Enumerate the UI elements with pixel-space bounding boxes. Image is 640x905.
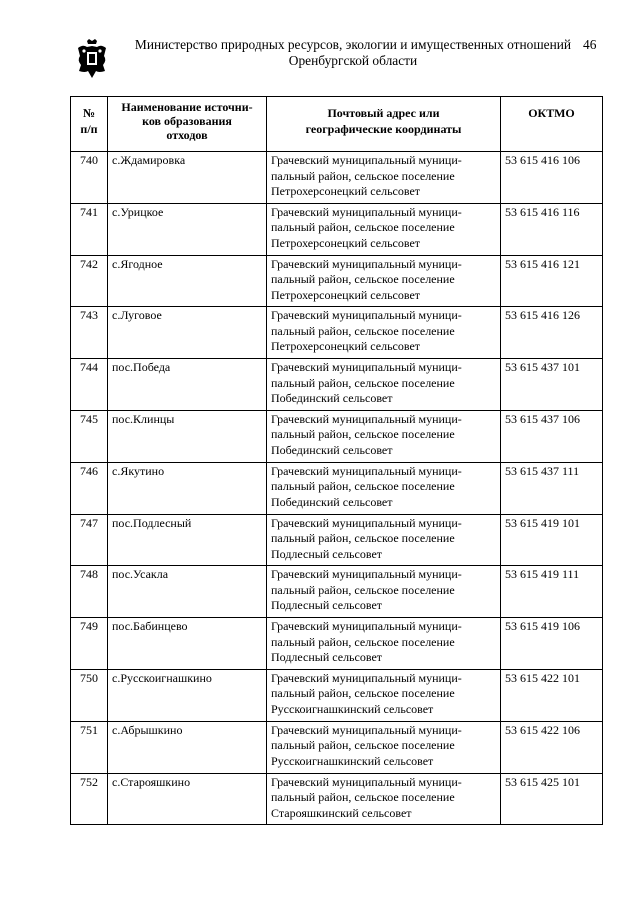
table-row — [71, 410, 603, 462]
cell-source-name: пос.Усакла — [108, 566, 267, 618]
cell-number: 751 — [71, 721, 108, 773]
cell-source-name: с.Старояшкино — [108, 773, 267, 825]
cell-address: Грачевский муниципальный муници- пальный район, сельское поселение Русскоигнашкинский сельсовет — [267, 721, 501, 773]
cell-source-name: пос.Подлесный — [108, 514, 267, 566]
table-row — [71, 566, 603, 618]
table-row — [71, 359, 603, 411]
cell-address: Грачевский муниципальный муници- пальный район, сельское поселение Побединский сельсовет — [267, 410, 501, 462]
cell-oktmo: 53 615 419 106 — [501, 618, 603, 670]
cell-source-name: с.Якутино — [108, 462, 267, 514]
cell-source-name: пос.Клинцы — [108, 410, 267, 462]
cell-address: Грачевский муниципальный муници- пальный район, сельское поселение Старояшкинский сельсовет — [267, 773, 501, 825]
table-row — [71, 462, 603, 514]
cell-oktmo: 53 615 437 111 — [501, 462, 603, 514]
col-header-address: Почтовый адрес или географические координаты — [267, 97, 501, 152]
cell-address: Грачевский муниципальный муници- пальный район, сельское поселение Петрохерсонецкий сельсовет — [267, 152, 501, 204]
col-header-source-name: Наименование источни- ков образования отходов — [108, 97, 267, 152]
cell-address: Грачевский муниципальный муници- пальный район, сельское поселение Побединский сельсовет — [267, 359, 501, 411]
cell-source-name: с.Луговое — [108, 307, 267, 359]
cell-address: Грачевский муниципальный муници- пальный район, сельское поселение Петрохерсонецкий сельсовет — [267, 203, 501, 255]
waste-sources-table — [70, 96, 603, 825]
cell-number: 747 — [71, 514, 108, 566]
page-number: 46 — [583, 37, 597, 52]
col-header-oktmo: ОКТМО — [501, 97, 603, 152]
cell-oktmo: 53 615 416 106 — [501, 152, 603, 204]
cell-number: 752 — [71, 773, 108, 825]
table-row — [71, 669, 603, 721]
cell-oktmo: 53 615 422 106 — [501, 721, 603, 773]
cell-address: Грачевский муниципальный муници- пальный район, сельское поселение Петрохерсонецкий сельсовет — [267, 255, 501, 307]
cell-oktmo: 53 615 425 101 — [501, 773, 603, 825]
table-row — [71, 773, 603, 825]
cell-address: Грачевский муниципальный муници- пальный район, сельское поселение Подлесный сельсовет — [267, 514, 501, 566]
table-row — [71, 203, 603, 255]
header-line-1: Министерство природных ресурсов, экологии и имущественных отношений — [134, 37, 572, 52]
table-header-row — [71, 97, 603, 152]
cell-number: 743 — [71, 307, 108, 359]
cell-oktmo: 53 615 437 106 — [501, 410, 603, 462]
cell-oktmo: 53 615 416 116 — [501, 203, 603, 255]
cell-oktmo: 53 615 422 101 — [501, 669, 603, 721]
cell-source-name: с.Абрышкино — [108, 721, 267, 773]
cell-number: 750 — [71, 669, 108, 721]
cell-source-name: пос.Бабинцево — [108, 618, 267, 670]
cell-address: Грачевский муниципальный муници- пальный район, сельское поселение Подлесный сельсовет — [267, 618, 501, 670]
cell-address: Грачевский муниципальный муници- пальный район, сельское поселение Подлесный сельсовет — [267, 566, 501, 618]
table-row — [71, 255, 603, 307]
cell-oktmo: 53 615 437 101 — [501, 359, 603, 411]
cell-source-name: с.Русскоигнашкино — [108, 669, 267, 721]
cell-source-name: с.Ждамировка — [108, 152, 267, 204]
cell-source-name: с.Урицкое — [108, 203, 267, 255]
document-header — [118, 37, 588, 69]
cell-number: 746 — [71, 462, 108, 514]
cell-source-name: пос.Победа — [108, 359, 267, 411]
cell-oktmo: 53 615 419 101 — [501, 514, 603, 566]
cell-oktmo: 53 615 416 121 — [501, 255, 603, 307]
cell-number: 749 — [71, 618, 108, 670]
col-header-number: № п/п — [71, 97, 108, 152]
header-line-2: Оренбургской области — [288, 53, 418, 68]
cell-source-name: с.Ягодное — [108, 255, 267, 307]
cell-address: Грачевский муниципальный муници- пальный район, сельское поселение Побединский сельсовет — [267, 462, 501, 514]
coat-of-arms-icon — [75, 38, 109, 80]
table-row — [71, 152, 603, 204]
cell-number: 740 — [71, 152, 108, 204]
cell-oktmo: 53 615 416 126 — [501, 307, 603, 359]
table-row — [71, 618, 603, 670]
cell-number: 748 — [71, 566, 108, 618]
table-row — [71, 514, 603, 566]
cell-number: 741 — [71, 203, 108, 255]
cell-address: Грачевский муниципальный муници- пальный район, сельское поселение Русскоигнашкинский сельсовет — [267, 669, 501, 721]
cell-number: 744 — [71, 359, 108, 411]
cell-number: 745 — [71, 410, 108, 462]
table-row — [71, 307, 603, 359]
cell-address: Грачевский муниципальный муници- пальный район, сельское поселение Петрохерсонецкий сельсовет — [267, 307, 501, 359]
cell-oktmo: 53 615 419 111 — [501, 566, 603, 618]
cell-number: 742 — [71, 255, 108, 307]
table-row — [71, 721, 603, 773]
